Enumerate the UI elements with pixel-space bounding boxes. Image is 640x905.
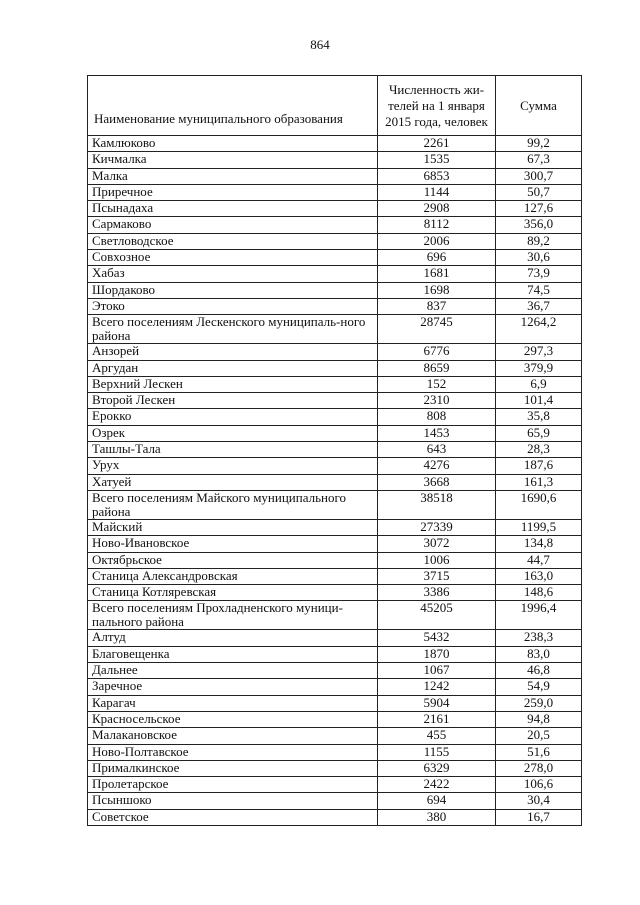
cell-name: Ново-Ивановское xyxy=(88,536,378,552)
table-header-row xyxy=(88,76,582,136)
table-row xyxy=(88,282,582,298)
cell-sum: 16,7 xyxy=(496,809,582,825)
cell-name: Всего поселениям Майского муниципального района xyxy=(88,490,378,519)
table-row xyxy=(88,152,582,168)
cell-name: Приречное xyxy=(88,184,378,200)
cell-population: 5904 xyxy=(378,695,496,711)
cell-population: 696 xyxy=(378,250,496,266)
cell-population: 152 xyxy=(378,376,496,392)
table-row xyxy=(88,777,582,793)
cell-sum: 74,5 xyxy=(496,282,582,298)
column-header-name: Наименование муниципального образования xyxy=(88,76,378,136)
cell-population: 4276 xyxy=(378,458,496,474)
cell-name: Благовещенка xyxy=(88,646,378,662)
cell-name: Заречное xyxy=(88,679,378,695)
municipalities-table xyxy=(87,75,582,826)
table-row xyxy=(88,315,582,344)
cell-population: 8112 xyxy=(378,217,496,233)
table-row xyxy=(88,519,582,535)
page-number: 864 xyxy=(310,37,330,52)
table-row xyxy=(88,695,582,711)
cell-sum: 127,6 xyxy=(496,201,582,217)
table-row xyxy=(88,568,582,584)
cell-population: 6329 xyxy=(378,760,496,776)
cell-sum: 1996,4 xyxy=(496,601,582,630)
table-row xyxy=(88,490,582,519)
cell-name: Дальнее xyxy=(88,663,378,679)
cell-name: Карагач xyxy=(88,695,378,711)
cell-population: 2422 xyxy=(378,777,496,793)
table-row xyxy=(88,233,582,249)
table-row xyxy=(88,630,582,646)
cell-population: 28745 xyxy=(378,315,496,344)
cell-sum: 94,8 xyxy=(496,711,582,727)
cell-name: Всего поселениям Лескенского муниципаль-ного района xyxy=(88,315,378,344)
cell-sum: 148,6 xyxy=(496,585,582,601)
cell-name: Ташлы-Тала xyxy=(88,442,378,458)
cell-population: 2908 xyxy=(378,201,496,217)
table-row xyxy=(88,184,582,200)
cell-sum: 278,0 xyxy=(496,760,582,776)
column-header-population: Численность жи-телей на 1 января 2015 года, человек xyxy=(378,76,496,136)
column-header-sum: Сумма xyxy=(496,76,582,136)
table-row xyxy=(88,344,582,360)
table-row xyxy=(88,376,582,392)
table-row xyxy=(88,646,582,662)
table-row xyxy=(88,760,582,776)
cell-sum: 83,0 xyxy=(496,646,582,662)
cell-name: Ново-Полтавское xyxy=(88,744,378,760)
cell-population: 1155 xyxy=(378,744,496,760)
cell-sum: 30,4 xyxy=(496,793,582,809)
cell-population: 1242 xyxy=(378,679,496,695)
table-row xyxy=(88,298,582,314)
cell-population: 2006 xyxy=(378,233,496,249)
cell-name: Шордаково xyxy=(88,282,378,298)
cell-sum: 35,8 xyxy=(496,409,582,425)
cell-name: Верхний Лескен xyxy=(88,376,378,392)
table-row xyxy=(88,266,582,282)
cell-sum: 6,9 xyxy=(496,376,582,392)
cell-name: Всего поселениям Прохладненского муници-пального района xyxy=(88,601,378,630)
cell-name: Хабаз xyxy=(88,266,378,282)
table-row xyxy=(88,458,582,474)
cell-sum: 89,2 xyxy=(496,233,582,249)
cell-name: Майский xyxy=(88,519,378,535)
cell-name: Ерокко xyxy=(88,409,378,425)
cell-name: Прималкинское xyxy=(88,760,378,776)
cell-name: Малакановское xyxy=(88,728,378,744)
table-row xyxy=(88,425,582,441)
cell-sum: 99,2 xyxy=(496,136,582,152)
cell-name: Совхозное xyxy=(88,250,378,266)
cell-sum: 36,7 xyxy=(496,298,582,314)
cell-sum: 65,9 xyxy=(496,425,582,441)
table-row xyxy=(88,552,582,568)
cell-population: 1870 xyxy=(378,646,496,662)
cell-population: 694 xyxy=(378,793,496,809)
table-row xyxy=(88,663,582,679)
cell-population: 27339 xyxy=(378,519,496,535)
cell-name: Станица Александровская xyxy=(88,568,378,584)
cell-population: 455 xyxy=(378,728,496,744)
table-row xyxy=(88,711,582,727)
cell-sum: 30,6 xyxy=(496,250,582,266)
table-row xyxy=(88,744,582,760)
cell-sum: 163,0 xyxy=(496,568,582,584)
table-row xyxy=(88,250,582,266)
cell-population: 1698 xyxy=(378,282,496,298)
cell-name: Псыншоко xyxy=(88,793,378,809)
cell-population: 3668 xyxy=(378,474,496,490)
cell-sum: 300,7 xyxy=(496,168,582,184)
cell-sum: 51,6 xyxy=(496,744,582,760)
cell-name: Камлюково xyxy=(88,136,378,152)
cell-name: Красносельское xyxy=(88,711,378,727)
cell-population: 1144 xyxy=(378,184,496,200)
table-row xyxy=(88,536,582,552)
cell-population: 2261 xyxy=(378,136,496,152)
cell-sum: 259,0 xyxy=(496,695,582,711)
cell-population: 6776 xyxy=(378,344,496,360)
table-row xyxy=(88,679,582,695)
cell-sum: 134,8 xyxy=(496,536,582,552)
cell-name: Малка xyxy=(88,168,378,184)
cell-name: Озрек xyxy=(88,425,378,441)
cell-name: Советское xyxy=(88,809,378,825)
table-row xyxy=(88,793,582,809)
cell-name: Аргудан xyxy=(88,360,378,376)
cell-population: 837 xyxy=(378,298,496,314)
cell-name: Сармаково xyxy=(88,217,378,233)
cell-sum: 73,9 xyxy=(496,266,582,282)
cell-population: 6853 xyxy=(378,168,496,184)
cell-name: Октябрьское xyxy=(88,552,378,568)
cell-sum: 54,9 xyxy=(496,679,582,695)
table-row xyxy=(88,217,582,233)
cell-population: 1453 xyxy=(378,425,496,441)
cell-name: Кичмалка xyxy=(88,152,378,168)
cell-population: 2310 xyxy=(378,393,496,409)
cell-population: 3715 xyxy=(378,568,496,584)
cell-population: 3386 xyxy=(378,585,496,601)
table-row xyxy=(88,728,582,744)
cell-population: 808 xyxy=(378,409,496,425)
cell-population: 1681 xyxy=(378,266,496,282)
cell-sum: 101,4 xyxy=(496,393,582,409)
cell-population: 38518 xyxy=(378,490,496,519)
cell-population: 8659 xyxy=(378,360,496,376)
cell-sum: 187,6 xyxy=(496,458,582,474)
cell-sum: 379,9 xyxy=(496,360,582,376)
cell-sum: 50,7 xyxy=(496,184,582,200)
table-row xyxy=(88,409,582,425)
cell-population: 2161 xyxy=(378,711,496,727)
table-row xyxy=(88,393,582,409)
cell-name: Светловодское xyxy=(88,233,378,249)
cell-name: Этоко xyxy=(88,298,378,314)
cell-sum: 161,3 xyxy=(496,474,582,490)
table-row xyxy=(88,585,582,601)
cell-population: 45205 xyxy=(378,601,496,630)
cell-sum: 297,3 xyxy=(496,344,582,360)
cell-sum: 44,7 xyxy=(496,552,582,568)
cell-sum: 106,6 xyxy=(496,777,582,793)
cell-name: Анзорей xyxy=(88,344,378,360)
cell-name: Хатуей xyxy=(88,474,378,490)
cell-sum: 356,0 xyxy=(496,217,582,233)
table-row xyxy=(88,474,582,490)
table-row xyxy=(88,201,582,217)
table-row xyxy=(88,168,582,184)
table-row xyxy=(88,136,582,152)
cell-name: Станица Котляревская xyxy=(88,585,378,601)
cell-sum: 28,3 xyxy=(496,442,582,458)
cell-population: 643 xyxy=(378,442,496,458)
cell-sum: 1199,5 xyxy=(496,519,582,535)
cell-sum: 238,3 xyxy=(496,630,582,646)
cell-population: 1067 xyxy=(378,663,496,679)
cell-name: Пролетарское xyxy=(88,777,378,793)
table-row xyxy=(88,442,582,458)
cell-population: 5432 xyxy=(378,630,496,646)
cell-sum: 1264,2 xyxy=(496,315,582,344)
cell-sum: 20,5 xyxy=(496,728,582,744)
cell-sum: 46,8 xyxy=(496,663,582,679)
cell-name: Урух xyxy=(88,458,378,474)
cell-sum: 67,3 xyxy=(496,152,582,168)
cell-population: 380 xyxy=(378,809,496,825)
cell-name: Алтуд xyxy=(88,630,378,646)
cell-population: 1535 xyxy=(378,152,496,168)
table-row xyxy=(88,360,582,376)
table-row xyxy=(88,601,582,630)
table-body xyxy=(88,136,582,826)
cell-population: 1006 xyxy=(378,552,496,568)
cell-population: 3072 xyxy=(378,536,496,552)
cell-name: Псынадаха xyxy=(88,201,378,217)
cell-name: Второй Лескен xyxy=(88,393,378,409)
cell-sum: 1690,6 xyxy=(496,490,582,519)
table-row xyxy=(88,809,582,825)
